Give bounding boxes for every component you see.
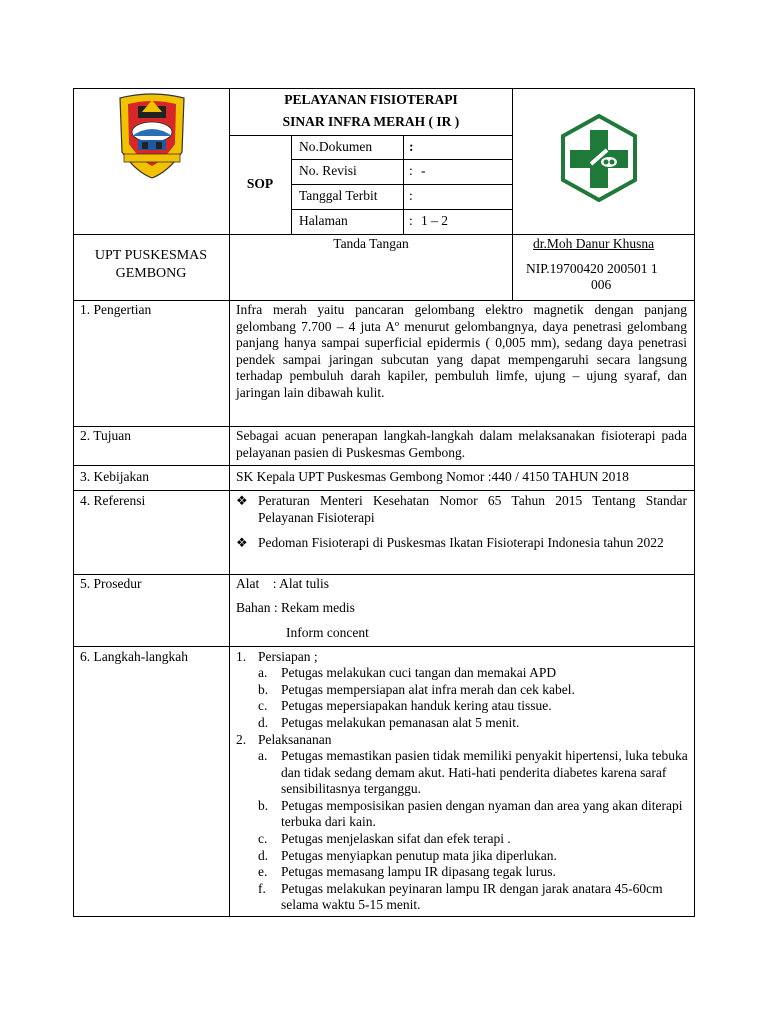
list-item: c. Petugas mepersiapakan handuk kering atau tissue. bbox=[258, 698, 552, 714]
list-item: f. Petugas melakukan peyinaran lampu IR dengan jarak anatara 45-60cm selama waktu 5-15 menit. bbox=[258, 880, 663, 913]
step1-number: 1. bbox=[236, 649, 247, 664]
doctor-name: dr.Moh Danur Khusna bbox=[533, 236, 655, 251]
section-label-tujuan: 2. Tujuan bbox=[80, 428, 132, 443]
doc-title-line1: PELAYANAN FISIOTERAPI bbox=[284, 92, 458, 107]
meta-value-no-revisi: - bbox=[421, 163, 426, 178]
step1-list bbox=[258, 665, 688, 731]
sop-label: SOP bbox=[246, 176, 274, 191]
referensi-item-2: Pedoman Fisioterapi di Puskesmas Ikatan Fisioterapi Indonesia tahun 2022 bbox=[258, 535, 664, 550]
section-text-pengertian: Infra merah yaitu pancaran gelombang elektro magnetik dengan panjang gelombang 7.700 – 4 juta Aº menurut gelombangnya, daya penetrasi gelombang panjang hanya sampai superficial epidermis ( 0,005 mm), sedang daya penetrasi pendek sampai jaringan subcutan yang dapat mempengaruhi secara langsung terhadap pembuluh darah kapiler, pembuluh limfe, ujung – ujung syaraf, dan jaringan lain dibawah kulit. bbox=[236, 302, 687, 400]
step2-title: Pelaksananan bbox=[258, 732, 332, 747]
regency-crest-logo bbox=[118, 92, 186, 180]
list-item: a. Petugas memastikan pasien tidak memiliki penyakit hipertensi, luka tebuka dan tidak sedang demam akut. Hati-hati penderita diabetes karena saraf sensibilitasnya terganggu. bbox=[258, 748, 688, 797]
list-item: d. Petugas menyiapkan penutup mata jika diperlukan. bbox=[258, 847, 557, 863]
nip-line2: 006 bbox=[591, 277, 612, 292]
section-label-pengertian: 1. Pengertian bbox=[80, 302, 152, 317]
section-text-kebijakan: SK Kepala UPT Puskesmas Gembong Nomor :440 / 4150 TAHUN 2018 bbox=[236, 469, 629, 484]
section-label-langkah: 6. Langkah-langkah bbox=[80, 649, 188, 664]
section-label-prosedur: 5. Prosedur bbox=[80, 576, 142, 591]
org-name-line1: UPT PUSKESMAS bbox=[94, 248, 208, 263]
section-label-referensi: 4. Referensi bbox=[80, 493, 146, 508]
list-item: d. Petugas melakukan pemanasan alat 5 menit. bbox=[258, 714, 520, 730]
meta-sep-halaman: : bbox=[409, 213, 413, 228]
meta-sep-no-dokumen: : bbox=[409, 139, 414, 154]
prosedur-alat: Alat : Alat tulis bbox=[236, 576, 329, 591]
section-text-tujuan: Sebagai acuan penerapan langkah-langkah dalam melaksanakan fisioterapi pada pelayanan pasien di Puskesmas Gembong. bbox=[236, 428, 687, 460]
bullet-diamond-icon: ❖ bbox=[236, 535, 248, 550]
signature-label: Tanda Tangan bbox=[333, 236, 409, 251]
meta-sep-no-revisi: : bbox=[409, 163, 413, 178]
org-name-line2: GEMBONG bbox=[115, 266, 187, 281]
referensi-item-1: Peraturan Menteri Kesehatan Nomor 65 Tahun 2015 Tentang Standar Pelayanan Fisioterapi bbox=[258, 493, 687, 525]
step2-list bbox=[258, 748, 688, 914]
meta-value-halaman: 1 – 2 bbox=[421, 213, 448, 228]
list-item: e. Petugas memasang lampu IR dipasang tegak lurus. bbox=[258, 864, 556, 880]
step1-title: Persiapan ; bbox=[258, 649, 318, 664]
section-label-kebijakan: 3. Kebijakan bbox=[80, 469, 149, 484]
meta-label-tanggal-terbit: Tanggal Terbit bbox=[299, 188, 378, 203]
meta-label-halaman: Halaman bbox=[299, 213, 348, 228]
puskesmas-logo bbox=[560, 114, 638, 202]
doc-title-line2: SINAR INFRA MERAH ( IR ) bbox=[282, 114, 460, 129]
meta-label-no-dokumen: No.Dokumen bbox=[299, 139, 373, 154]
list-item: c. Petugas menjelaskan sifat dan efek terapi . bbox=[258, 830, 511, 846]
meta-sep-tanggal-terbit: : bbox=[409, 188, 413, 203]
list-item: b. Petugas memposisikan pasien dengan nyaman dan area yang akan diterapi terbuka dari kain. bbox=[258, 797, 683, 830]
list-item: a. Petugas melakukan cuci tangan dan memakai APD bbox=[258, 665, 557, 680]
meta-label-no-revisi: No. Revisi bbox=[299, 163, 357, 178]
prosedur-bahan: Bahan : Rekam medis bbox=[236, 600, 355, 615]
list-item: b. Petugas mempersiapan alat infra merah dan cek kabel. bbox=[258, 681, 575, 697]
step2-number: 2. bbox=[236, 732, 247, 747]
bullet-diamond-icon: ❖ bbox=[236, 493, 248, 508]
nip-line1: NIP.19700420 200501 1 bbox=[526, 261, 658, 276]
prosedur-bahan-2: Inform concent bbox=[286, 625, 369, 640]
